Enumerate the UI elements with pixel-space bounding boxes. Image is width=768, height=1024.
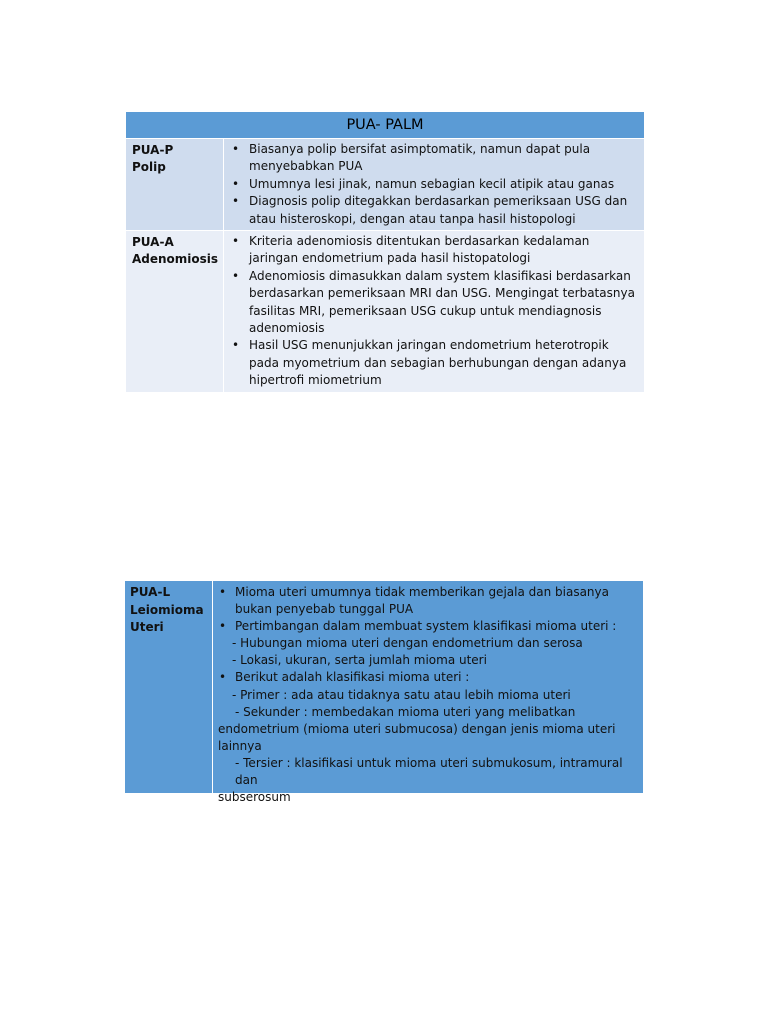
list-item: • Umumnya lesi jinak, namun sebagian kecil atipik atau ganas bbox=[229, 176, 640, 193]
row-content-polip bbox=[223, 139, 644, 230]
table-row-adenomiosis bbox=[126, 230, 644, 392]
row-label-adenomiosis bbox=[126, 231, 223, 392]
row-code: PUA-L bbox=[130, 585, 171, 599]
list-item: • Mioma uteri umumnya tidak memberikan gejala dan biasanya bbox=[218, 584, 639, 601]
row-name-cont: Uteri bbox=[130, 620, 164, 634]
row-content-leiomioma bbox=[212, 581, 643, 805]
list-item: • Kriteria adenomiosis ditentukan berdasarkan kedalaman jaringan endometrium pada hasil histopatologi bbox=[229, 233, 640, 268]
list-item: • Diagnosis polip ditegakkan berdasarkan pemeriksaan USG dan atau histeroskopi, dengan atau tanpa hasil histopologi bbox=[229, 193, 640, 228]
sub-item: - Lokasi, ukuran, serta jumlah mioma uteri bbox=[232, 653, 487, 668]
pua-leiomioma-table bbox=[125, 581, 643, 805]
row-name: Adenomiosis bbox=[132, 252, 219, 267]
list-item: • Hasil USG menunjukkan jaringan endometrium heterotropik pada myometrium dan sebagian berhubungan dengan adanya hipertrofi miometrium bbox=[229, 337, 640, 389]
text-line: endometrium (mioma uteri submucosa) dengan jenis mioma uteri bbox=[218, 721, 616, 736]
row-content-adenomiosis bbox=[223, 231, 644, 392]
list-item-cont: bukan penyebab tunggal PUA bbox=[235, 602, 414, 617]
sub-item: - Tersier : klasifikasi untuk mioma uteri submukosum, intramural dan bbox=[235, 755, 623, 788]
row-code: PUA-P bbox=[132, 143, 174, 157]
table-row-polip bbox=[126, 138, 644, 230]
row-label-leiomioma bbox=[125, 581, 212, 793]
sub-item: - Sekunder : membedakan mioma uteri yang melibatkan bbox=[235, 704, 576, 719]
list-item: • Adenomiosis dimasukkan dalam system klasifikasi berdasarkan berdasarkan pemeriksaan MRI dan USG. Mengingat terbatasnya fasilitas MRI, pemeriksaan USG cukup untuk mendiagnosis adenomiosis bbox=[229, 268, 640, 338]
sub-item: - Hubungan mioma uteri dengan endometrium dan serosa bbox=[232, 636, 583, 651]
pua-palm-table bbox=[126, 112, 644, 392]
row-name: Polip bbox=[132, 160, 166, 174]
list-item: • Pertimbangan dalam membuat system klasifikasi mioma uteri : bbox=[218, 618, 639, 635]
table-header: PUA- PALM bbox=[126, 112, 644, 138]
sub-item: - Primer : ada atau tidaknya satu atau lebih mioma uteri bbox=[232, 687, 571, 702]
row-code: PUA-A bbox=[132, 235, 174, 250]
text-line: lainnya bbox=[218, 738, 262, 753]
text-line: subserosum bbox=[218, 790, 291, 805]
list-item: • Biasanya polip bersifat asimptomatik, namun dapat pula menyebabkan PUA bbox=[229, 141, 640, 176]
row-label-polip bbox=[126, 139, 223, 230]
row-name: Leiomioma bbox=[130, 602, 204, 617]
list-item: • Berikut adalah klasifikasi mioma uteri : bbox=[218, 669, 639, 686]
